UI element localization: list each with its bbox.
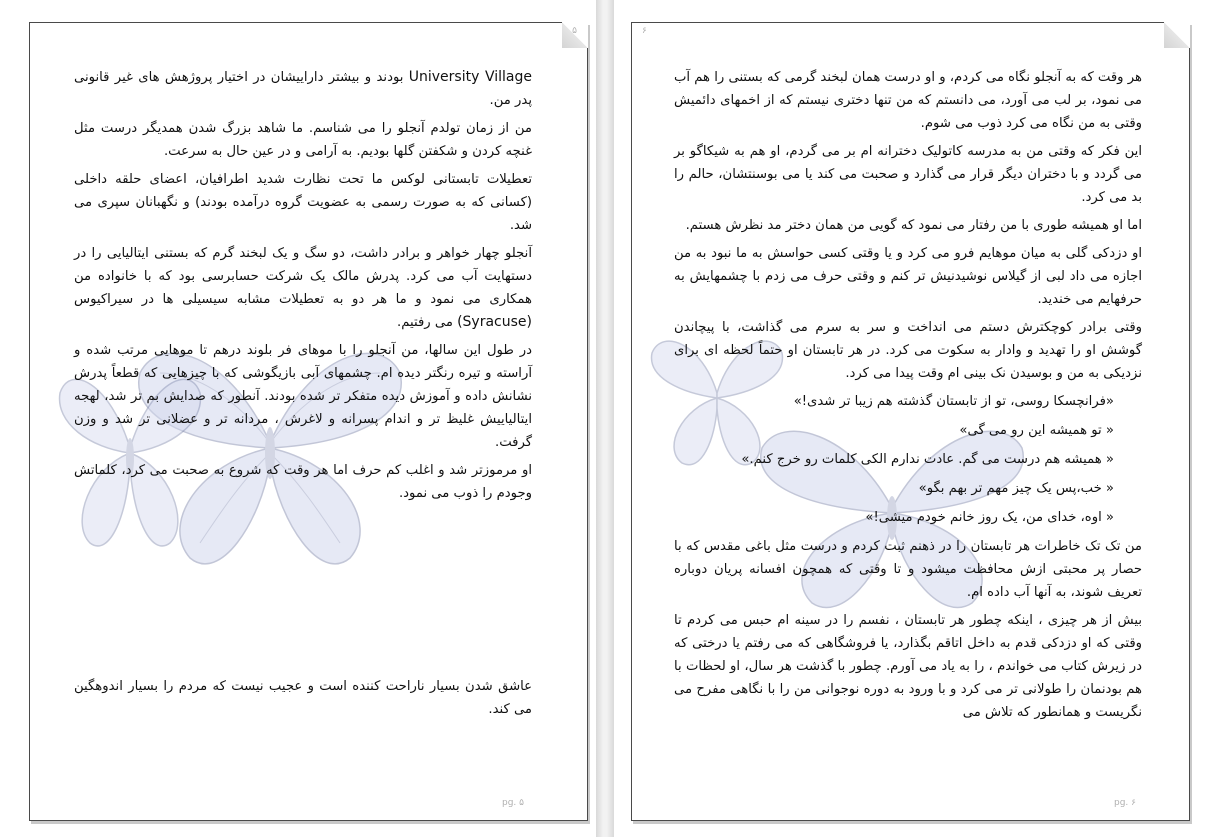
- document-page-right: [631, 22, 1190, 821]
- paragraph: [74, 242, 532, 334]
- paragraph: من از زمان تولدم آنجلو را می شناسم. ما شاهد بزرگ شدن همدیگر درست مثل غنچه کردن و شکفتن گلها بودیم. به آرامی و در عین حال به سرعت.: [74, 121, 532, 159]
- paragraph: هر وقت که به آنجلو نگاه می کردم، و او درست همان لبخند گرمی که بستنی را هم آب می نمود، بر لب می آورد، می دانستم که من تنها دختری نیستم که از اخمهای دائمیش وقتی به من نگاه می کرد ذوب می شوم.: [674, 70, 1142, 131]
- paragraph: بیش از هر چیزی ، اینکه چطور هر تابستان ، نفسم را در سینه ام حبس می کردم تا وقتی که او دزدکی قدم به داخل اتاقم بگذارد، یا فروشگاهی که می رفتم یا درختی که در زیرش کتاب می خواندم ، را به یاد می آورم. چطور با گذشت هر سال، او لحظات با هم بودنمان را طولانی تر می کرد و با ورود به دوره نوجوانی من را با نگاهی مفرح می نگریست و همانطور که تلاش می: [674, 613, 1142, 720]
- paragraph: وقتی برادر کوچکترش دستم می انداخت و سر به سرم می گذاشت، با پیچاندن گوشش او را تهدید و وادار به سکوت می کرد. در هر تابستان او حتماً لحظه ای برای نزدیکی به من و بوسیدن نک بینی ام وقت پیدا می کرد.: [674, 320, 1142, 381]
- paragraph: من تک تک خاطرات هر تابستان را در ذهنم ثبت کردم و درست مثل باغی مقدس که با حصار پر محبتی ازش محافظت میشود و تا وقتی که همچون افسانه پریان دوباره تعریف شوند، به آنها آب داده ام.: [674, 539, 1142, 600]
- paragraph: تعطیلات تابستانی لوکس ما تحت نظارت شدید اطرافیان، اعضای حلقه داخلی (کسانی که به صورت رسمی به عضویت گروه درآمده بودند) و نگهبانان سپری می شد.: [74, 172, 532, 233]
- place-name: (Syracuse): [457, 314, 532, 330]
- page-number-top: ۵: [572, 26, 577, 36]
- paragraph: او دزدکی گلی به میان موهایم فرو می کرد و یا وقتی کسی حواسش به ما نبود به من اجازه می داد لبی از گیلاس نوشیدنیش تر کنم و وقتی حرف می زدم با چشمهایش به حرفهایم می خندید.: [674, 246, 1142, 307]
- dialogue-line: « اوه، خدای من، یک روز خانم خودم میشی!»: [865, 510, 1114, 525]
- place-name: University Village: [408, 69, 532, 85]
- dialogue-line: « تو همیشه این رو می گی»: [959, 423, 1114, 438]
- page-footer: pg. ۵: [502, 798, 524, 808]
- page-footer: pg. ۶: [1114, 798, 1136, 808]
- paragraph: او مرموزتر شد و اغلب کم حرف اما هر وقت که شروع به صحبت می کرد، کلماتش وجودم را ذوب می نمود.: [74, 463, 532, 501]
- paragraph: اما او همیشه طوری با من رفتار می نمود که گویی من همان دختر مد نظرش هستم.: [685, 218, 1142, 233]
- left-page-closing-paragraph: [74, 675, 532, 726]
- dialogue-line: « همیشه هم درست می گم. عادت ندارم الکی کلمات رو خرج کنم.»: [741, 452, 1114, 467]
- page-gutter: [596, 0, 614, 837]
- paragraph-text: می رفتیم.: [397, 315, 458, 330]
- paragraph: این فکر که وقتی من به مدرسه کاتولیک دخترانه ام بر می گردم، او هم به شیکاگو بر می گردد و با دختران دیگر قرار می گذارد و صحبت می کند یا می بوسنتشان، حالم را بد می کرد.: [674, 144, 1142, 205]
- page-number-top: ۶: [642, 26, 647, 36]
- paragraph-text: آنجلو چهار خواهر و برادر داشت، دو سگ و یک لبخند گرم که بستنی ایتالیایی را در دستهایت آب می کرد. پدرش مالک یک شرکت حسابرسی بود که با خانواده من همکاری می نمود و ما هر دو به تعطیلات مشابه سیسیلی ها در سیراکیوس: [74, 246, 532, 307]
- dialogue-line: « خب،پس یک چیز مهم تر بهم بگو»: [918, 481, 1114, 496]
- dialogue-line: «فرانچسکا روسی، تو از تابستان گذشته هم زیبا تر شدی!»: [793, 394, 1114, 409]
- page-corner-fold: [1164, 22, 1190, 48]
- left-page-body: [74, 66, 532, 510]
- paragraph: در طول این سالها، من آنجلو را با موهای فر بلوند درهم تا موهایی مرتب شده و آراسته و تیره رنگتر دیده ام. چشمهای آبی بازیگوشی که با چیزهایی که قطعاً پدرش نشانش داده و آموزش دیده متفکر تر شده بودند. آنطور که صدایش بم تر شد، لهجه ایتالیاییش غلیظ تر و اندام پسرانه و لاغرش ، مردانه تر و عضلانی تر شد و وزن گرفت.: [74, 343, 532, 450]
- paragraph: عاشق شدن بسیار ناراحت کننده است و عجیب نیست که مردم را بسیار اندوهگین می کند.: [74, 679, 532, 717]
- paragraph: [74, 66, 532, 112]
- right-page-body: [674, 66, 1142, 729]
- paragraph-text: بودند و بیشتر داراییشان در اختیار پروژهش های غیر قانونی پدر من.: [74, 70, 532, 108]
- document-page-left: [29, 22, 588, 821]
